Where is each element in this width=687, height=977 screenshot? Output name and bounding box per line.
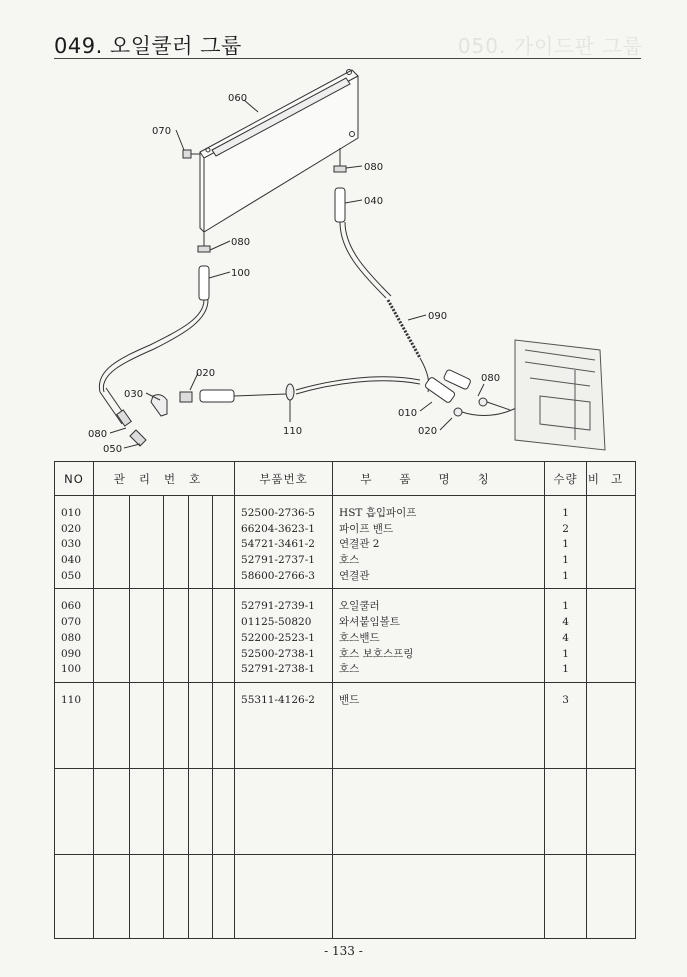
row-quantity: 1 bbox=[562, 554, 569, 567]
row-part-name: 밴드 bbox=[339, 693, 360, 706]
row-part-number: 52791-2737-1 bbox=[241, 554, 315, 567]
callout-110: 110 bbox=[283, 426, 303, 437]
row-part-name: 연결관 2 bbox=[339, 538, 380, 551]
page-title: 049. 오일쿨러 그룹 bbox=[54, 34, 242, 58]
row-part-number: 01125-50820 bbox=[241, 616, 312, 629]
row-quantity: 2 bbox=[562, 522, 569, 535]
col-header-note: 비고 bbox=[587, 462, 636, 496]
row-no: 060 bbox=[61, 600, 82, 613]
row-part-number: 52500-2736-5 bbox=[241, 507, 315, 519]
page-number: - 133 - bbox=[324, 944, 363, 958]
row-part-number: 52791-2738-1 bbox=[241, 663, 315, 676]
parts-table bbox=[54, 461, 636, 939]
row-part-name: 호스 보호스프링 bbox=[339, 647, 414, 660]
callout-080: 080 bbox=[481, 373, 501, 384]
callout-030: 030 bbox=[124, 389, 144, 400]
row-no: 020 bbox=[61, 522, 82, 535]
row-part-name: 호스 bbox=[339, 663, 360, 676]
row-quantity: 1 bbox=[562, 507, 569, 519]
callout-020: 020 bbox=[418, 426, 438, 437]
row-no: 070 bbox=[61, 616, 82, 629]
row-quantity: 1 bbox=[562, 538, 569, 551]
col-header-no: NO bbox=[55, 462, 94, 496]
bleed-through-title: 050. 가이드판 그룹 bbox=[457, 34, 643, 58]
row-part-number: 52791-2739-1 bbox=[241, 600, 315, 613]
col-header-part-number: 부품번호 bbox=[235, 462, 333, 496]
row-quantity: 1 bbox=[562, 647, 569, 660]
callout-080: 080 bbox=[231, 237, 251, 248]
row-no: 090 bbox=[61, 647, 82, 660]
table-group bbox=[55, 589, 636, 682]
row-no: 080 bbox=[61, 631, 82, 644]
row-no: 010 bbox=[61, 507, 82, 519]
row-part-number: 52200-2523-1 bbox=[241, 631, 315, 644]
row-part-name: 연결관 bbox=[339, 569, 370, 582]
callout-040: 040 bbox=[364, 196, 384, 207]
col-header-quantity: 수량 bbox=[545, 462, 587, 496]
row-no: 100 bbox=[61, 663, 82, 676]
callout-010: 010 bbox=[398, 408, 418, 419]
row-quantity: 1 bbox=[562, 600, 569, 613]
row-part-name: HST 흡입파이프 bbox=[339, 507, 417, 519]
row-no: 030 bbox=[61, 538, 82, 551]
bolt-part bbox=[183, 150, 200, 158]
row-part-number: 66204-3623-1 bbox=[241, 522, 315, 535]
row-quantity: 1 bbox=[562, 569, 569, 582]
row-quantity: 4 bbox=[562, 631, 569, 644]
callout-100: 100 bbox=[231, 268, 251, 279]
row-no: 050 bbox=[61, 569, 82, 582]
row-no: 040 bbox=[61, 554, 82, 567]
table-group bbox=[55, 682, 636, 768]
row-part-name: 오일쿨러 bbox=[339, 600, 380, 613]
row-part-name: 파이프 밴드 bbox=[339, 522, 394, 535]
col-header-part-name: 부품명칭 bbox=[333, 462, 545, 496]
table-group-empty bbox=[55, 768, 636, 854]
callout-090: 090 bbox=[428, 311, 448, 322]
row-part-name: 와셔붙임볼트 bbox=[339, 616, 400, 629]
row-part-number: 52500-2738-1 bbox=[241, 647, 315, 660]
row-part-number: 54721-3461-2 bbox=[241, 538, 315, 551]
table-group-empty bbox=[55, 854, 636, 938]
parts-diagram bbox=[0, 60, 687, 460]
row-quantity: 1 bbox=[562, 663, 569, 676]
callout-050: 050 bbox=[103, 444, 123, 455]
hose-spring-part bbox=[388, 300, 420, 358]
row-quantity: 3 bbox=[562, 693, 569, 706]
row-quantity: 4 bbox=[562, 616, 569, 629]
col-header-management-number: 관리번호 bbox=[94, 462, 235, 496]
row-part-number: 55311-4126-2 bbox=[241, 693, 315, 706]
callout-020: 020 bbox=[196, 368, 216, 379]
row-part-number: 58600-2766-3 bbox=[241, 569, 315, 582]
table-group bbox=[55, 496, 636, 589]
callout-080: 080 bbox=[364, 162, 384, 173]
callout-070: 070 bbox=[152, 126, 172, 137]
row-no: 110 bbox=[61, 693, 82, 706]
oil-cooler-part bbox=[200, 70, 358, 233]
row-part-name: 호스밴드 bbox=[339, 631, 380, 644]
callout-080: 080 bbox=[88, 429, 108, 440]
callout-060: 060 bbox=[228, 93, 248, 104]
row-part-name: 호스 bbox=[339, 554, 360, 567]
